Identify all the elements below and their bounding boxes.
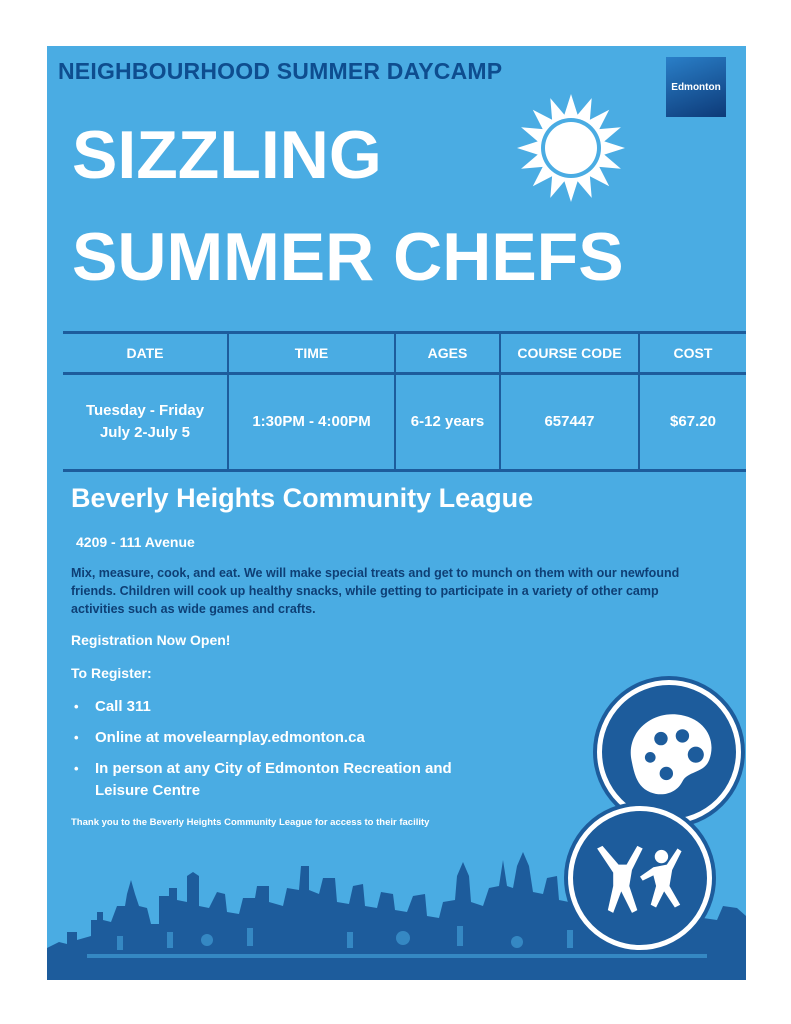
kids-playing-badge bbox=[568, 806, 712, 950]
location-name: Beverly Heights Community League bbox=[71, 483, 534, 513]
date-range: July 2-July 5 bbox=[99, 424, 191, 441]
list-item: • Call 311 bbox=[73, 696, 503, 718]
kids-playing-icon bbox=[573, 811, 707, 945]
title-line-1: SIZZLING bbox=[72, 117, 382, 193]
logo-text: Edmonton bbox=[671, 81, 721, 93]
registration-status: Registration Now Open! bbox=[71, 632, 231, 648]
cell-ages: 6-12 years bbox=[395, 374, 500, 471]
cell-time: 1:30PM - 4:00PM bbox=[228, 374, 395, 471]
header-time: TIME bbox=[228, 333, 395, 374]
header-cost: COST bbox=[639, 333, 746, 374]
table-row bbox=[63, 374, 746, 471]
program-description: Mix, measure, cook, and eat. We will make special treats and get to munch on them with our newfound friends. Children will cook up healthy snacks, while getting to participate in a variety of other camp activities such as wide games and crafts. bbox=[71, 566, 680, 616]
title-line-2: SUMMER CHEFS bbox=[72, 219, 624, 295]
header-ages: AGES bbox=[395, 333, 500, 374]
header-course-code: COURSE CODE bbox=[500, 333, 639, 374]
cell-cost: $67.20 bbox=[639, 374, 746, 471]
camp-type-heading: NEIGHBOURHOOD SUMMER DAYCAMP bbox=[58, 58, 503, 84]
flyer-poster bbox=[47, 46, 746, 980]
table-header-row bbox=[63, 333, 746, 374]
registration-methods-list bbox=[73, 696, 503, 811]
cell-date bbox=[63, 374, 228, 471]
schedule-table bbox=[63, 331, 746, 472]
thank-you-note: Thank you to the Beverly Heights Community League for access to their facility bbox=[71, 817, 430, 828]
list-item: • Online at movelearnplay.edmonton.ca bbox=[73, 727, 503, 749]
sun-icon bbox=[516, 93, 626, 203]
cell-course-code: 657447 bbox=[500, 374, 639, 471]
edmonton-logo bbox=[666, 57, 726, 117]
paint-palette-icon bbox=[602, 685, 736, 819]
paint-palette-badge bbox=[597, 680, 741, 824]
registration-heading: To Register: bbox=[71, 665, 152, 681]
location-address: 4209 - 111 Avenue bbox=[76, 534, 195, 550]
date-days: Tuesday - Friday bbox=[85, 401, 205, 419]
list-item: • In person at any City of Edmonton Recreation and Leisure Centre bbox=[73, 758, 503, 802]
header-date: DATE bbox=[63, 333, 228, 374]
